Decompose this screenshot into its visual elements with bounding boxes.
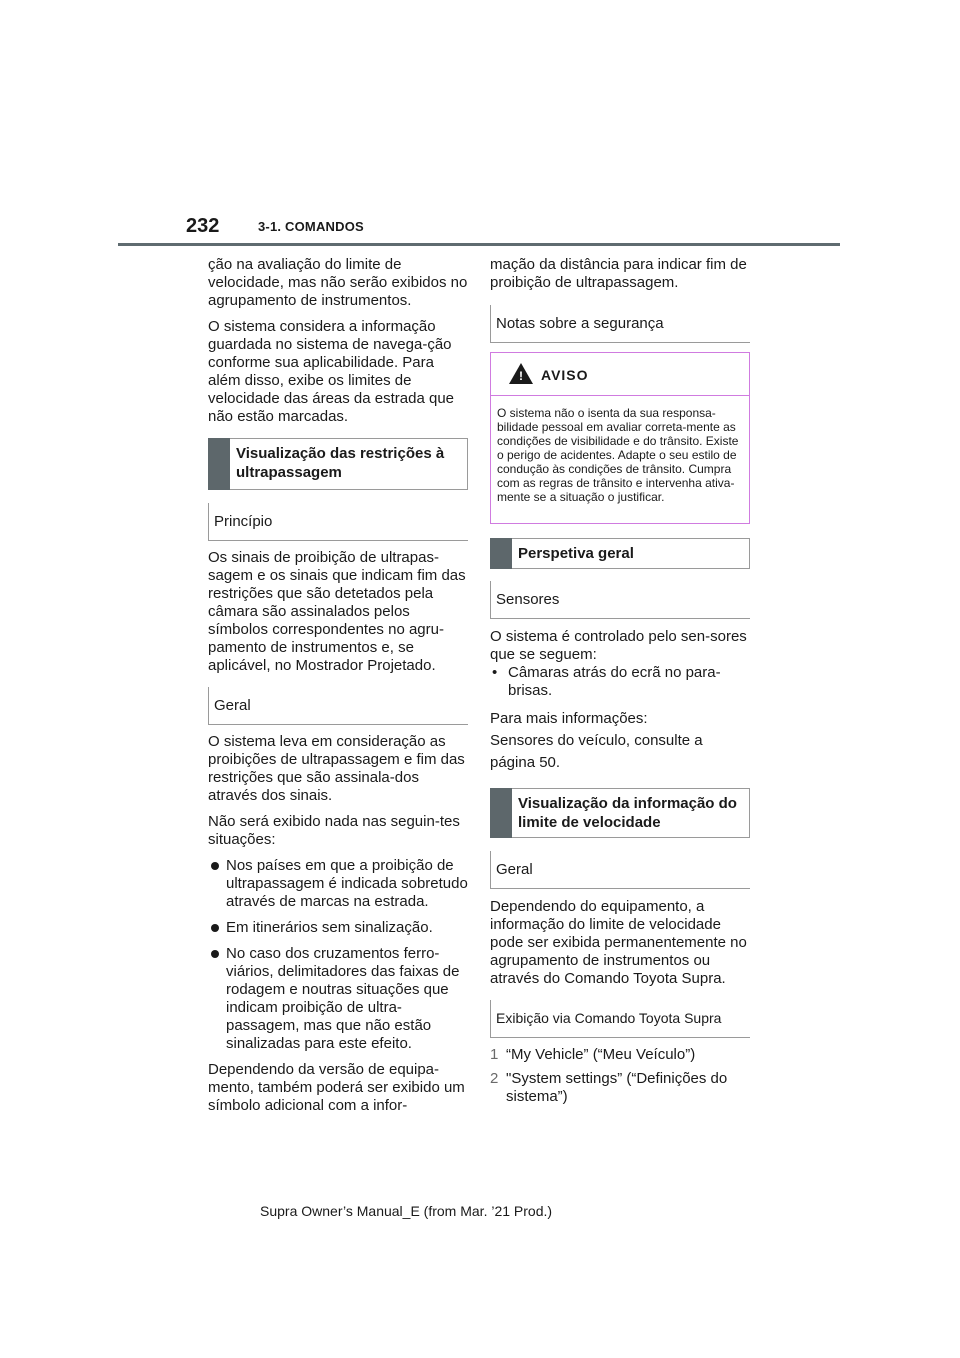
- step-number: 2: [490, 1070, 499, 1087]
- subheading-text: Princípio: [214, 513, 273, 530]
- column-right: [490, 256, 752, 300]
- sensores-paragraph-2: Para mais informações:: [490, 710, 648, 727]
- header-rule: [118, 243, 840, 246]
- subheading-text: Notas sobre a segurança: [496, 315, 664, 332]
- section-bar: [490, 538, 512, 569]
- geral-paragraph-2: Não será exibido nada nas seguin-tes situações:: [208, 813, 460, 848]
- column-left: [208, 256, 470, 434]
- warning-text: O sistema não o isenta da sua responsa-bilidade pessoal em avaliar correta-mente as condições de visibilidade e do trânsito. Existe o perigo de acidentes. Adapte o seu estilo de condução às condições de trânsito. Cumpra com as regras de trânsito e intervenha ativa-mente se a situação o justificar.: [497, 406, 739, 504]
- section-heading-text: Visualização das restrições à ultrapassagem: [236, 445, 445, 481]
- step-text: “My Vehicle” (“Meu Veículo”): [506, 1046, 696, 1063]
- footer-text: Supra Owner’s Manual_E (from Mar. ’21 Prod.): [260, 1203, 553, 1219]
- chapter-title: 3-1. COMANDOS: [258, 219, 364, 234]
- geral-body: [208, 733, 470, 1123]
- subheading-geral-2: [490, 851, 750, 889]
- bullet-dot-icon: [211, 924, 219, 932]
- page-reference: página 50.: [490, 754, 561, 771]
- intro-paragraph: O sistema considera a informação guardada no sistema de navega-ção conforme sua aplicabilidade. Para além disso, exibe os limites de velocidade das áreas da estrada que não estão marcadas.: [208, 318, 455, 425]
- subheading-exibicao: [490, 1000, 750, 1038]
- step-item: [490, 1070, 752, 1106]
- subheading-text: Geral: [214, 697, 251, 714]
- step-item: [490, 1046, 752, 1064]
- geral-paragraph-3: Dependendo da versão de equipa-mento, também poderá ser exibido um símbolo adicional com a infor-: [208, 1061, 465, 1114]
- bullet-item: No caso dos cruzamentos ferro-viários, delimitadores das faixas de rodagem e noutras situações que indicam proibição de ultra-passagem, mas que não estão sinalizadas para este efeito.: [208, 945, 470, 1053]
- intro-continuation: ção na avaliação do limite de velocidade, mas não serão exibidos no agrupamento de instrumentos.: [208, 256, 468, 309]
- principio-text: Os sinais de proibição de ultrapas-sagem e os sinais que indicam fim das restrições que são detetados pela câmara são assinalados pelos símbolos correspondentes no agru-pamento de instrumentos e, se aplicável, no Mostrador Projetado.: [208, 549, 466, 674]
- bullet-dot-icon: [211, 950, 219, 958]
- geral2-body: [490, 898, 752, 996]
- warning-box: [490, 352, 750, 524]
- subheading-safety: [490, 305, 750, 343]
- warning-header: [491, 353, 749, 396]
- page-number: 232: [186, 215, 220, 237]
- principio-body: [208, 549, 470, 683]
- warning-exclamation-icon: !: [519, 369, 523, 383]
- subheading-sensores: [490, 581, 750, 619]
- geral2-text: Dependendo do equipamento, a informação do limite de velocidade pode ser exibida permanentemente no agrupamento de instrumentos ou através do Comando Toyota Supra.: [490, 898, 747, 987]
- subheading-geral: [208, 687, 468, 725]
- subheading-principio: [208, 503, 468, 541]
- step-number: 1: [490, 1046, 499, 1063]
- section-heading-overview: [490, 538, 750, 569]
- bullet-dot-icon: •: [492, 664, 498, 681]
- sensores-paragraph-1: O sistema é controlado pelo sen-sores que se seguem:: [490, 628, 747, 663]
- section-heading-speed-limit: [490, 788, 750, 838]
- section-heading-text: Perspetiva geral: [518, 545, 634, 562]
- subheading-text: Sensores: [496, 591, 560, 608]
- continuation-text: mação da distância para indicar fim de proibição de ultrapassagem.: [490, 256, 747, 291]
- subheading-text: Geral: [496, 861, 533, 878]
- sensores-body: [490, 628, 752, 782]
- section-bar: [490, 788, 512, 838]
- section-heading-text: Visualização da informação do limite de velocidade: [518, 795, 737, 831]
- sensores-paragraph-3: Sensores do veículo, consulte a: [490, 732, 703, 749]
- section-bar: [208, 438, 230, 490]
- geral-paragraph-1: O sistema leva em consideração as proibições de ultrapassagem e fim das restrições que são assinala-dos através dos sinais.: [208, 733, 465, 804]
- warning-title: AVISO: [541, 367, 589, 383]
- section-heading-overtaking: [208, 438, 468, 490]
- sensores-list-item: • Câmaras atrás do ecrã no para-brisas.: [492, 664, 721, 699]
- steps-list: [490, 1046, 752, 1106]
- subheading-text: Exibição via Comando Toyota Supra: [496, 1010, 722, 1026]
- bullet-item: Nos países em que a proibição de ultrapassagem é indicada sobretudo através de marcas na estrada.: [208, 857, 470, 911]
- bullet-item: Em itinerários sem sinalização.: [208, 919, 470, 937]
- step-text: "System settings” (“Definições do sistema”): [506, 1070, 728, 1105]
- bullet-dot-icon: [211, 862, 219, 870]
